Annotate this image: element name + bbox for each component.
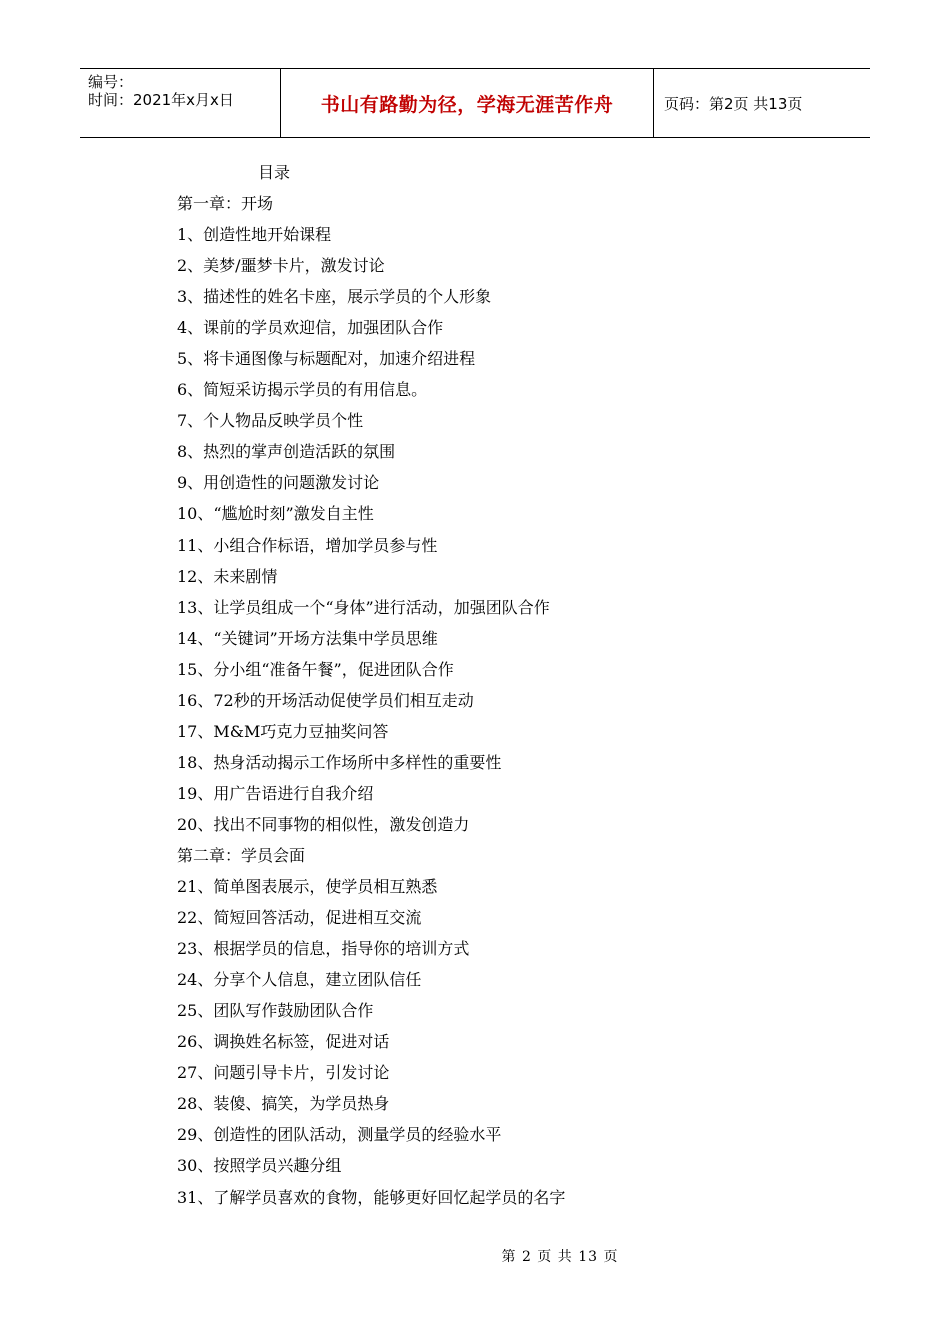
toc-item: 24、分享个人信息，建立团队信任 [177,970,422,990]
toc-item: 23、根据学员的信息，指导你的培训方式 [177,939,470,959]
toc-item: 第一章：开场 [177,194,274,213]
header-info-cell [80,69,281,137]
toc-item: 第二章：学员会面 [177,845,306,865]
header-motto: 书山有路勤为径，学海无涯苦作舟 [281,69,654,137]
toc-item: 26、调换姓名标签，促进对话 [177,1032,390,1052]
toc-item: 15、分小组“准备午餐”，促进团队合作 [177,659,454,679]
toc-item: 31、了解学员喜欢的食物，能够更好回忆起学员的名字 [177,1187,566,1207]
toc-item: 13、让学员组成一个“身体”进行活动，加强团队合作 [177,597,550,617]
header-page-label: 页码：第2页 共13页 [664,94,803,113]
toc-item: 6、简短采访揭示学员的有用信息。 [177,380,428,400]
toc-item: 11、小组合作标语，增加学员参与性 [177,535,438,555]
toc-item: 27、问题引导卡片，引发讨论 [177,1063,390,1083]
toc-item: 1、创造性地开始课程 [177,225,332,245]
toc-item: 7、个人物品反映学员个性 [177,411,364,431]
page-footer: 第 2 页 共 13 页 [501,1249,619,1265]
toc-item: 22、简短回答活动，促进相互交流 [177,908,422,928]
code-label: 编号： [88,73,134,91]
toc-item: 18、热身活动揭示工作场所中多样性的重要性 [177,752,502,772]
toc-item: 21、简单图表展示，使学员相互熟悉 [177,877,438,897]
toc-item: 4、课前的学员欢迎信，加强团队合作 [177,318,444,338]
time-label: 时间：2021年x月x日 [88,91,234,109]
toc-item: 2、美梦/噩梦卡片，激发讨论 [177,256,385,276]
toc-item: 8、热烈的掌声创造活跃的氛围 [177,442,396,462]
toc-item: 28、装傻、搞笑，为学员热身 [177,1094,390,1114]
toc-item: 10、“尴尬时刻”激发自主性 [177,504,374,524]
toc-title: 目录 [258,163,291,182]
toc-item: 12、未来剧情 [177,566,278,586]
toc-item: 16、72秒的开场活动促使学员们相互走动 [177,690,474,710]
toc-item: 14、“关键词”开场方法集中学员思维 [177,628,438,648]
toc-list [177,188,565,1213]
toc-item: 20、找出不同事物的相似性，激发创造力 [177,814,470,834]
toc-item: 29、创造性的团队活动，测量学员的经验水平 [177,1125,502,1145]
toc-item: 17、M&M巧克力豆抽奖问答 [177,721,389,741]
toc-item: 25、团队写作鼓励团队合作 [177,1001,374,1021]
toc-item: 5、将卡通图像与标题配对，加速介绍进程 [177,349,476,369]
toc-item: 30、按照学员兴趣分组 [177,1156,342,1176]
toc-item: 3、描述性的姓名卡座，展示学员的个人形象 [177,287,492,307]
toc-item: 9、用创造性的问题激发讨论 [177,473,380,493]
toc-item: 19、用广告语进行自我介绍 [177,783,374,803]
page-header [80,68,870,138]
